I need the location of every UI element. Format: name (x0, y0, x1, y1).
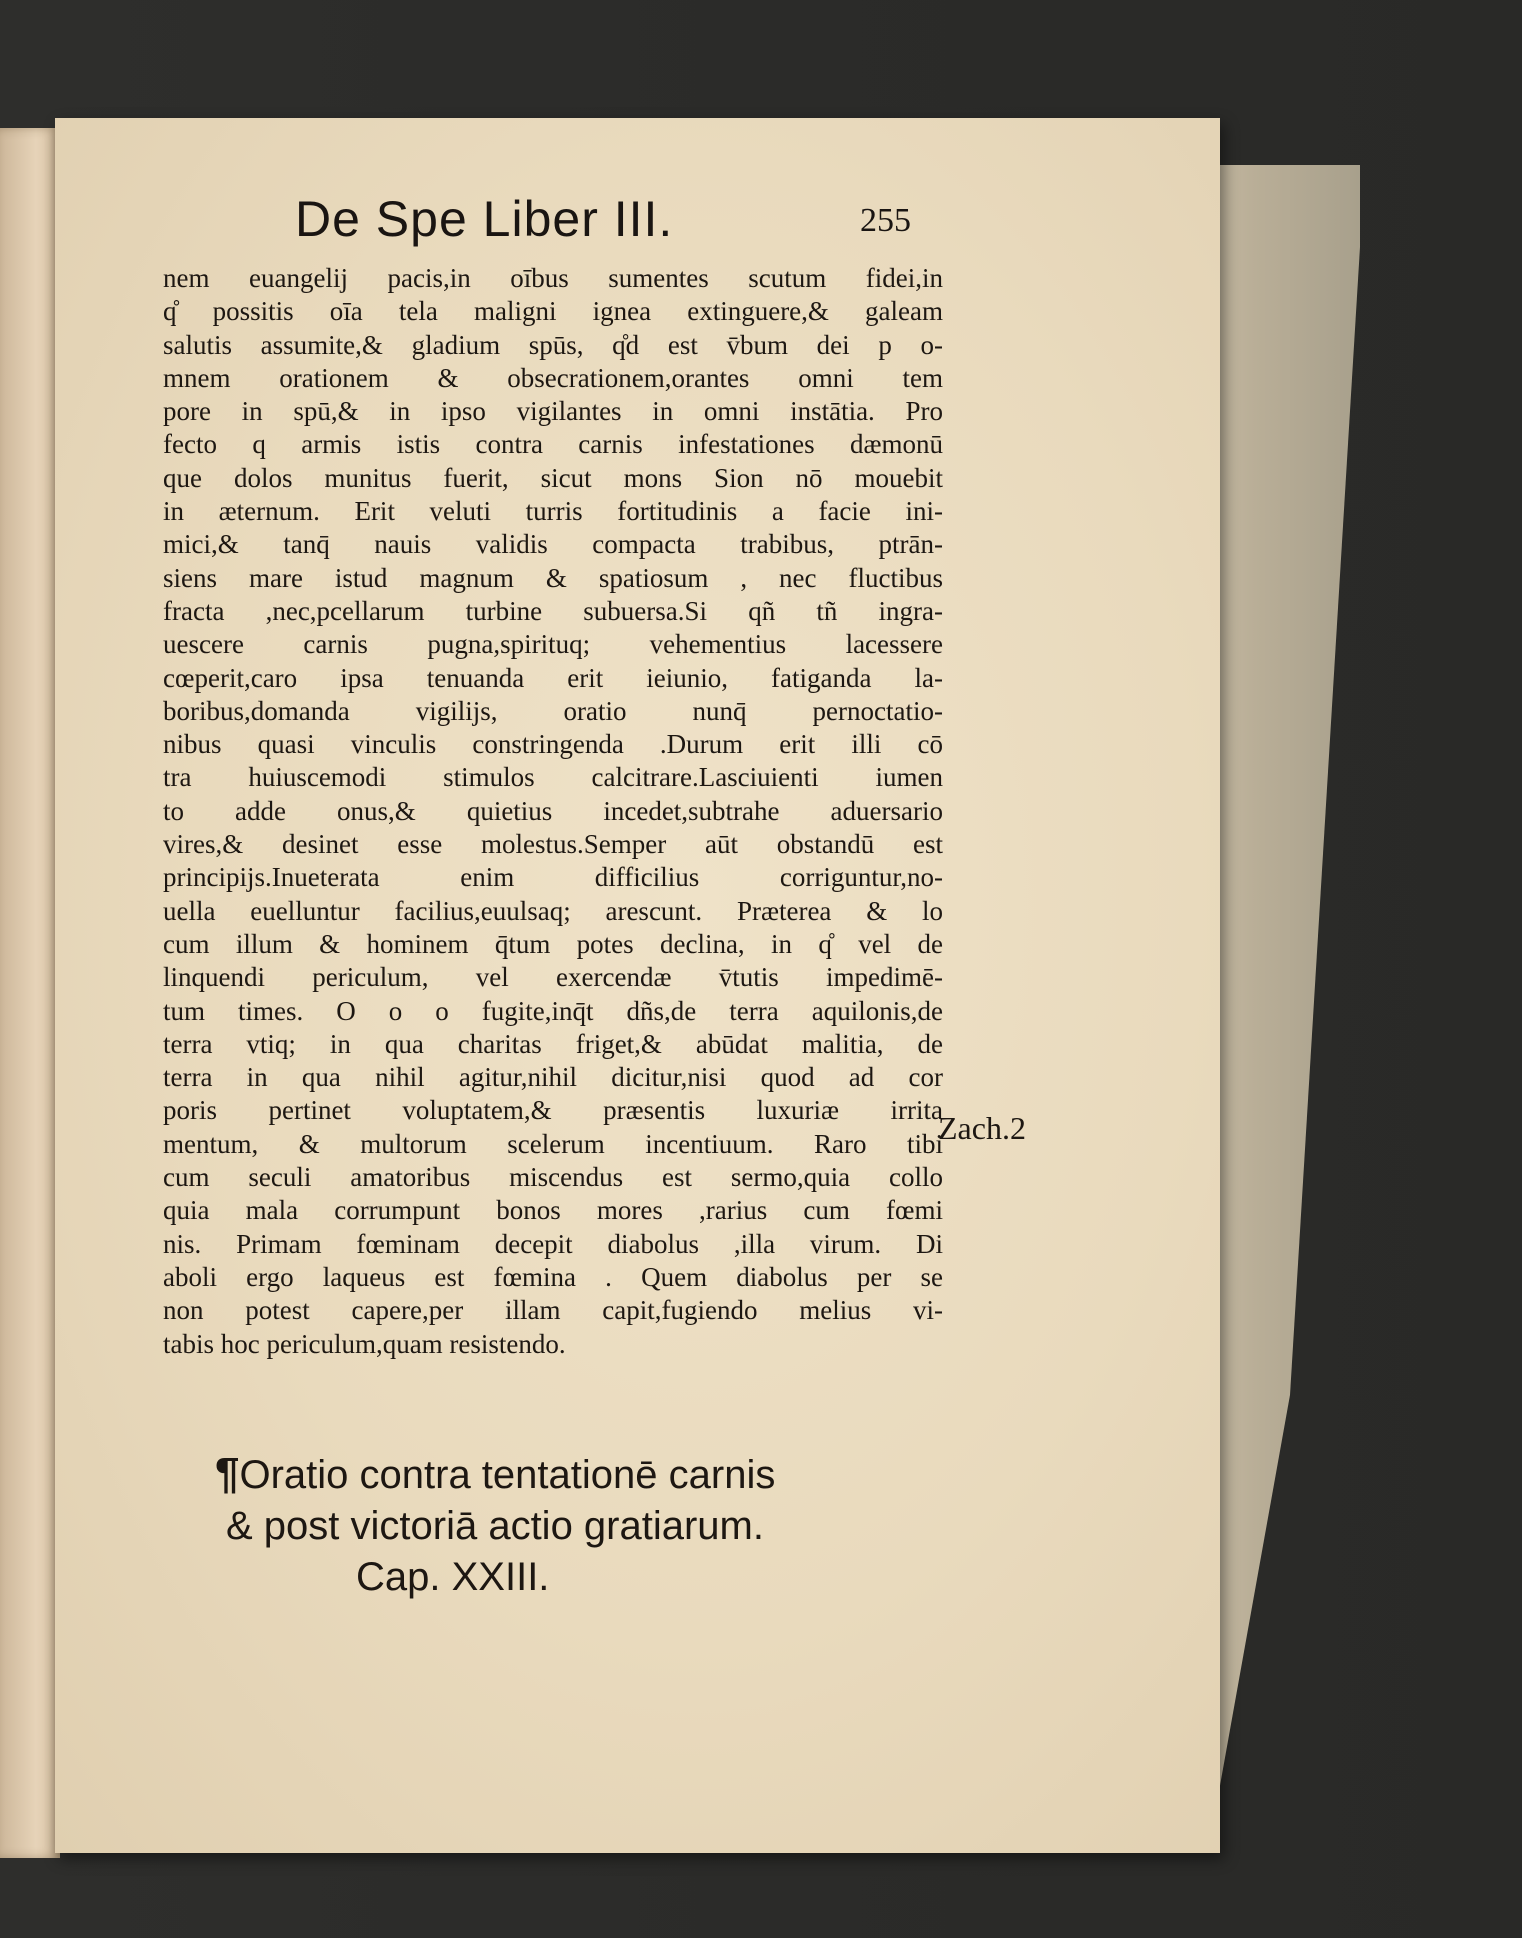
text-line: poris pertinet voluptatem,& præsentis luxuriæ irrita (163, 1095, 943, 1126)
text-line: cum illum & hominem q̄tum potes declina, in q̊ vel de (163, 928, 943, 959)
text-line: tum times. O o o fugite,inq̄t dñs,de terra aquilonis,de (163, 995, 943, 1026)
text-line: siens mare istud magnum & spatiosum , nec fluctibus (163, 562, 943, 593)
chapter-heading (190, 1448, 890, 1603)
chapter-heading-line (190, 1448, 890, 1501)
text-line: uella euelluntur facilius,euulsaq; arescunt. Præterea & lo (163, 895, 943, 926)
page-number: 255 (860, 202, 911, 239)
text-line: mnem orationem & obsecrationem,orantes omni tem (163, 362, 943, 393)
text-line: uescere carnis pugna,spirituq; vehementius lacessere (163, 629, 943, 660)
text-line: cœperit,caro ipsa tenuanda erit ieiunio, fatiganda la- (163, 662, 943, 693)
text-line: boribus,domanda vigilijs, oratio nunq̄ pernoctatio- (163, 695, 943, 726)
text-line: nibus quasi vinculis constringenda .Durum erit illi cō (163, 729, 943, 760)
text-line: quia mala corrumpunt bonos mores ,rarius cum fœmi (163, 1195, 943, 1226)
text-line: fracta ,nec,pcellarum turbine subuersa.Si qñ tñ ingra- (163, 595, 943, 626)
text-line: aboli ergo laqueus est fœmina . Quem diabolus per se (163, 1261, 943, 1292)
text-line: q̊ possitis oīa tela maligni ignea extinguere,& galeam (163, 296, 943, 327)
chapter-title-line-1: Oratio contra tentationē carnis (239, 1453, 776, 1497)
running-head: De Spe Liber III. (295, 191, 674, 247)
text-line: pore in spū,& in ipso vigilantes in omni instātia. Pro (163, 396, 943, 427)
chapter-title-line-2: & post victoriā actio gratiarum. (226, 1504, 764, 1548)
text-line: cum seculi amatoribus miscendus est sermo,quia collo (163, 1162, 943, 1193)
page-header (240, 190, 960, 260)
text-line: salutis assumite,& gladium spūs, q̊d est v̄bum dei p o- (163, 329, 943, 360)
text-line: to adde onus,& quietius incedet,subtrahe aduersario (163, 795, 943, 826)
text-line: terra vtiq; in qua charitas friget,& abūdat malitia, de (163, 1028, 943, 1059)
text-line: nem euangelij pacis,in oībus sumentes scutum fidei,in (163, 263, 943, 293)
marginal-note: Zach.2 (938, 1110, 1026, 1146)
text-line: terra in qua nihil agitur,nihil dicitur,nisi quod ad cor (163, 1062, 943, 1093)
text-line: fecto q armis istis contra carnis infestationes dæmonū (163, 429, 943, 460)
text-line: in æternum. Erit veluti turris fortitudinis a facie ini- (163, 496, 943, 527)
text-line: non potest capere,per illam capit,fugiendo melius vi- (163, 1295, 943, 1326)
text-line: nis. Primam fœminam decepit diabolus ,illa virum. Di (163, 1228, 943, 1259)
text-line: tra huiuscemodi stimulos calcitrare.Lasciuienti iumen (163, 762, 943, 793)
body-text (163, 262, 943, 1361)
text-line: mentum, & multorum scelerum incentiuum. Raro tibi (163, 1128, 943, 1159)
text-line: linquendi periculum, vel exercendæ v̄tutis impedimē- (163, 962, 943, 993)
text-line: mici,& tanq̄ nauis validis compacta trabibus, ptrān- (163, 529, 943, 560)
text-line: vires,& desinet esse molestus.Semper aūt obstandū est (163, 829, 943, 860)
text-line: tabis hoc periculum,quam resistendo. (163, 1328, 566, 1359)
previous-page-edge (0, 128, 60, 1858)
text-line: que dolos munitus fuerit, sicut mons Sion nō mouebit (163, 462, 943, 493)
text-line: principijs.Inueterata enim difficilius corriguntur,no- (163, 862, 943, 893)
chapter-number: Cap. XXIII. (356, 1555, 550, 1599)
pilcrow-mark: ¶ (215, 1449, 240, 1498)
